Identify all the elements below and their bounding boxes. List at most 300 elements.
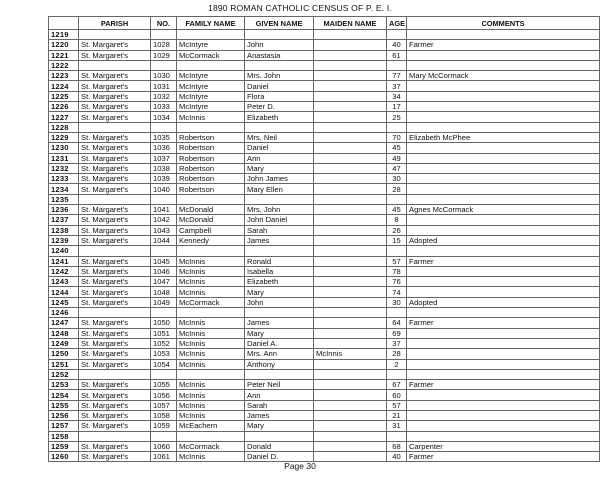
maiden-name-cell [314, 225, 387, 235]
no-cell: 1053 [151, 349, 177, 359]
maiden-name-cell [314, 194, 387, 204]
maiden-name-cell [314, 256, 387, 266]
age-cell: 31 [387, 421, 407, 431]
line-number-cell: 1220 [49, 40, 79, 50]
age-cell: 15 [387, 235, 407, 245]
no-cell: 1038 [151, 163, 177, 173]
family-name-cell: McInnis [177, 287, 245, 297]
parish-cell: St. Margaret's [79, 380, 151, 390]
maiden-name-cell: McInnis [314, 349, 387, 359]
table-row [49, 380, 600, 390]
no-cell [151, 369, 177, 379]
given-name-cell [245, 369, 314, 379]
comments-cell [407, 225, 600, 235]
no-cell: 1058 [151, 410, 177, 420]
age-cell: 69 [387, 328, 407, 338]
table-row [49, 91, 600, 101]
age-cell: 30 [387, 297, 407, 307]
table-row [49, 400, 600, 410]
parish-cell: St. Margaret's [79, 390, 151, 400]
line-number-cell: 1238 [49, 225, 79, 235]
family-name-cell: McInnis [177, 359, 245, 369]
family-name-cell: McInnis [177, 256, 245, 266]
comments-cell [407, 184, 600, 194]
table-row [49, 277, 600, 287]
parish-cell: St. Margaret's [79, 102, 151, 112]
no-cell [151, 122, 177, 132]
maiden-name-cell [314, 235, 387, 245]
table-row [49, 112, 600, 122]
parish-cell: St. Margaret's [79, 40, 151, 50]
no-cell: 1031 [151, 81, 177, 91]
given-name-cell: John [245, 40, 314, 50]
parish-cell [79, 122, 151, 132]
maiden-name-cell [314, 205, 387, 215]
given-name-cell: Anthony [245, 359, 314, 369]
parish-cell [79, 246, 151, 256]
parish-cell: St. Margaret's [79, 441, 151, 451]
no-cell: 1057 [151, 400, 177, 410]
age-cell: 25 [387, 112, 407, 122]
age-cell: 74 [387, 287, 407, 297]
parish-cell: St. Margaret's [79, 132, 151, 142]
family-name-cell [177, 431, 245, 441]
given-name-cell: Mrs. John [245, 205, 314, 215]
given-name-cell: Isabella [245, 266, 314, 276]
no-cell: 1042 [151, 215, 177, 225]
family-name-cell: McInnis [177, 410, 245, 420]
line-number-cell: 1235 [49, 194, 79, 204]
table-row [49, 266, 600, 276]
parish-cell: St. Margaret's [79, 163, 151, 173]
no-cell [151, 431, 177, 441]
family-name-cell: Kennedy [177, 235, 245, 245]
parish-cell [79, 60, 151, 70]
parish-cell: St. Margaret's [79, 287, 151, 297]
table-row [49, 318, 600, 328]
family-name-cell: Robertson [177, 132, 245, 142]
table-row [49, 194, 600, 204]
family-name-cell: McInnis [177, 112, 245, 122]
line-number-cell: 1252 [49, 369, 79, 379]
maiden-name-cell [314, 102, 387, 112]
line-number-cell: 1249 [49, 338, 79, 348]
family-name-cell: Robertson [177, 163, 245, 173]
given-name-cell: Mary [245, 287, 314, 297]
family-name-cell: Robertson [177, 174, 245, 184]
comments-cell [407, 328, 600, 338]
age-cell [387, 246, 407, 256]
given-name-cell: James [245, 318, 314, 328]
parish-cell: St. Margaret's [79, 266, 151, 276]
family-name-cell: McDonald [177, 205, 245, 215]
no-cell [151, 60, 177, 70]
family-name-cell: McDonald [177, 215, 245, 225]
comments-cell [407, 174, 600, 184]
maiden-name-cell [314, 287, 387, 297]
table-row [49, 390, 600, 400]
comments-cell: Carpenter [407, 441, 600, 451]
line-number-cell: 1233 [49, 174, 79, 184]
comments-cell [407, 421, 600, 431]
maiden-name-cell [314, 338, 387, 348]
age-cell [387, 122, 407, 132]
line-number-cell: 1241 [49, 256, 79, 266]
table-row [49, 163, 600, 173]
comments-cell [407, 215, 600, 225]
comments-cell [407, 369, 600, 379]
family-name-cell [177, 60, 245, 70]
line-number-cell: 1219 [49, 30, 79, 40]
table-row [49, 287, 600, 297]
table-row [49, 369, 600, 379]
comments-cell [407, 102, 600, 112]
maiden-name-cell [314, 184, 387, 194]
family-name-cell: Robertson [177, 184, 245, 194]
maiden-name-cell [314, 91, 387, 101]
header-comments: COMMENTS [407, 17, 600, 30]
no-cell: 1033 [151, 102, 177, 112]
age-cell: 76 [387, 277, 407, 287]
comments-cell [407, 308, 600, 318]
family-name-cell [177, 308, 245, 318]
line-number-cell: 1229 [49, 132, 79, 142]
age-cell: 57 [387, 400, 407, 410]
maiden-name-cell [314, 215, 387, 225]
age-cell: 2 [387, 359, 407, 369]
header-line-number [49, 17, 79, 30]
family-name-cell: McEachern [177, 421, 245, 431]
no-cell: 1055 [151, 380, 177, 390]
parish-cell [79, 30, 151, 40]
family-name-cell: McIntyre [177, 71, 245, 81]
given-name-cell [245, 122, 314, 132]
table-row [49, 215, 600, 225]
no-cell: 1047 [151, 277, 177, 287]
given-name-cell [245, 194, 314, 204]
line-number-cell: 1255 [49, 400, 79, 410]
table-row [49, 308, 600, 318]
parish-cell: St. Margaret's [79, 112, 151, 122]
maiden-name-cell [314, 81, 387, 91]
age-cell: 8 [387, 215, 407, 225]
table-row [49, 235, 600, 245]
given-name-cell [245, 60, 314, 70]
parish-cell: St. Margaret's [79, 143, 151, 153]
age-cell [387, 308, 407, 318]
family-name-cell: McInnis [177, 452, 245, 462]
age-cell: 70 [387, 132, 407, 142]
table-row [49, 297, 600, 307]
maiden-name-cell [314, 246, 387, 256]
family-name-cell: McInnis [177, 400, 245, 410]
table-row [49, 246, 600, 256]
comments-cell: Farmer [407, 452, 600, 462]
age-cell: 45 [387, 205, 407, 215]
comments-cell [407, 349, 600, 359]
table-row [49, 338, 600, 348]
family-name-cell: McInnis [177, 390, 245, 400]
given-name-cell: Mary [245, 328, 314, 338]
no-cell: 1052 [151, 338, 177, 348]
no-cell [151, 194, 177, 204]
given-name-cell: Daniel [245, 81, 314, 91]
maiden-name-cell [314, 143, 387, 153]
line-number-cell: 1225 [49, 91, 79, 101]
parish-cell: St. Margaret's [79, 71, 151, 81]
table-row [49, 256, 600, 266]
maiden-name-cell [314, 380, 387, 390]
no-cell: 1034 [151, 112, 177, 122]
maiden-name-cell [314, 40, 387, 50]
comments-cell [407, 163, 600, 173]
age-cell: 28 [387, 349, 407, 359]
table-row [49, 81, 600, 91]
family-name-cell: McIntyre [177, 40, 245, 50]
age-cell [387, 30, 407, 40]
parish-cell: St. Margaret's [79, 277, 151, 287]
comments-cell [407, 91, 600, 101]
given-name-cell [245, 30, 314, 40]
comments-cell [407, 122, 600, 132]
maiden-name-cell [314, 30, 387, 40]
comments-cell [407, 112, 600, 122]
given-name-cell: Daniel [245, 143, 314, 153]
family-name-cell: McIntyre [177, 81, 245, 91]
table-row [49, 184, 600, 194]
age-cell: 30 [387, 174, 407, 184]
parish-cell: St. Margaret's [79, 400, 151, 410]
no-cell: 1037 [151, 153, 177, 163]
comments-cell [407, 153, 600, 163]
no-cell: 1049 [151, 297, 177, 307]
comments-cell [407, 266, 600, 276]
family-name-cell: Robertson [177, 143, 245, 153]
family-name-cell [177, 369, 245, 379]
maiden-name-cell [314, 266, 387, 276]
table-row [49, 102, 600, 112]
parish-cell: St. Margaret's [79, 50, 151, 60]
line-number-cell: 1236 [49, 205, 79, 215]
no-cell [151, 308, 177, 318]
line-number-cell: 1258 [49, 431, 79, 441]
comments-cell: Farmer [407, 256, 600, 266]
table-row [49, 71, 600, 81]
age-cell: 45 [387, 143, 407, 153]
comments-cell: Elizabeth McPhee [407, 132, 600, 142]
given-name-cell [245, 246, 314, 256]
given-name-cell: James [245, 235, 314, 245]
maiden-name-cell [314, 308, 387, 318]
given-name-cell: Elizabeth [245, 277, 314, 287]
family-name-cell: McInnis [177, 277, 245, 287]
parish-cell: St. Margaret's [79, 235, 151, 245]
comments-cell [407, 287, 600, 297]
age-cell: 37 [387, 338, 407, 348]
table-row [49, 431, 600, 441]
table-row [49, 421, 600, 431]
family-name-cell: McIntyre [177, 91, 245, 101]
given-name-cell: Peter D. [245, 102, 314, 112]
age-cell: 28 [387, 184, 407, 194]
maiden-name-cell [314, 174, 387, 184]
page-number: Page 30 [284, 461, 316, 471]
line-number-cell: 1250 [49, 349, 79, 359]
given-name-cell: Mrs. Ann [245, 349, 314, 359]
given-name-cell: Sarah [245, 225, 314, 235]
family-name-cell: Campbell [177, 225, 245, 235]
line-number-cell: 1230 [49, 143, 79, 153]
comments-cell [407, 30, 600, 40]
maiden-name-cell [314, 359, 387, 369]
age-cell: 17 [387, 102, 407, 112]
parish-cell [79, 308, 151, 318]
line-number-cell: 1244 [49, 287, 79, 297]
family-name-cell [177, 122, 245, 132]
comments-cell: Farmer [407, 40, 600, 50]
given-name-cell: John Daniel [245, 215, 314, 225]
parish-cell: St. Margaret's [79, 215, 151, 225]
no-cell: 1043 [151, 225, 177, 235]
comments-cell: Farmer [407, 380, 600, 390]
given-name-cell: Elizabeth [245, 112, 314, 122]
no-cell: 1048 [151, 287, 177, 297]
maiden-name-cell [314, 163, 387, 173]
table-row [49, 153, 600, 163]
given-name-cell: Sarah [245, 400, 314, 410]
parish-cell: St. Margaret's [79, 297, 151, 307]
line-number-cell: 1247 [49, 318, 79, 328]
table-row [49, 132, 600, 142]
given-name-cell: Daniel A. [245, 338, 314, 348]
line-number-cell: 1221 [49, 50, 79, 60]
maiden-name-cell [314, 410, 387, 420]
given-name-cell: Peter Neil [245, 380, 314, 390]
comments-cell [407, 431, 600, 441]
given-name-cell: Ann [245, 390, 314, 400]
comments-cell: Agnes McCormack [407, 205, 600, 215]
age-cell [387, 194, 407, 204]
parish-cell: St. Margaret's [79, 256, 151, 266]
no-cell [151, 246, 177, 256]
family-name-cell [177, 30, 245, 40]
given-name-cell: John James [245, 174, 314, 184]
comments-cell [407, 194, 600, 204]
table-row [49, 122, 600, 132]
family-name-cell: McInnis [177, 338, 245, 348]
no-cell: 1044 [151, 235, 177, 245]
age-cell: 40 [387, 40, 407, 50]
table-row [49, 410, 600, 420]
parish-cell: St. Margaret's [79, 338, 151, 348]
given-name-cell [245, 431, 314, 441]
line-number-cell: 1234 [49, 184, 79, 194]
parish-cell: St. Margaret's [79, 225, 151, 235]
census-body [49, 30, 600, 462]
line-number-cell: 1259 [49, 441, 79, 451]
comments-cell: Mary McCormack [407, 71, 600, 81]
line-number-cell: 1248 [49, 328, 79, 338]
table-row [49, 30, 600, 40]
no-cell: 1041 [151, 205, 177, 215]
header-parish: PARISH [79, 17, 151, 30]
age-cell: 67 [387, 380, 407, 390]
comments-cell [407, 277, 600, 287]
header-given-name: GIVEN NAME [245, 17, 314, 30]
age-cell [387, 369, 407, 379]
comments-cell: Adopted [407, 235, 600, 245]
parish-cell: St. Margaret's [79, 452, 151, 462]
given-name-cell: John [245, 297, 314, 307]
parish-cell: St. Margaret's [79, 81, 151, 91]
line-number-cell: 1254 [49, 390, 79, 400]
no-cell: 1050 [151, 318, 177, 328]
line-number-cell: 1223 [49, 71, 79, 81]
header-no: NO. [151, 17, 177, 30]
maiden-name-cell [314, 71, 387, 81]
parish-cell [79, 194, 151, 204]
comments-cell [407, 246, 600, 256]
maiden-name-cell [314, 132, 387, 142]
family-name-cell [177, 194, 245, 204]
age-cell: 78 [387, 266, 407, 276]
maiden-name-cell [314, 122, 387, 132]
table-row [49, 225, 600, 235]
comments-cell [407, 143, 600, 153]
maiden-name-cell [314, 153, 387, 163]
header-row [49, 17, 600, 30]
line-number-cell: 1246 [49, 308, 79, 318]
table-row [49, 328, 600, 338]
comments-cell [407, 338, 600, 348]
maiden-name-cell [314, 431, 387, 441]
family-name-cell [177, 246, 245, 256]
age-cell: 21 [387, 410, 407, 420]
given-name-cell: Donald [245, 441, 314, 451]
family-name-cell: McInnis [177, 328, 245, 338]
parish-cell: St. Margaret's [79, 421, 151, 431]
maiden-name-cell [314, 421, 387, 431]
no-cell: 1054 [151, 359, 177, 369]
given-name-cell: James [245, 410, 314, 420]
no-cell: 1051 [151, 328, 177, 338]
family-name-cell: Robertson [177, 153, 245, 163]
line-number-cell: 1231 [49, 153, 79, 163]
table-row [49, 50, 600, 60]
line-number-cell: 1224 [49, 81, 79, 91]
maiden-name-cell [314, 297, 387, 307]
maiden-name-cell [314, 318, 387, 328]
table-row [49, 441, 600, 451]
age-cell: 47 [387, 163, 407, 173]
line-number-cell: 1257 [49, 421, 79, 431]
no-cell: 1046 [151, 266, 177, 276]
comments-cell [407, 410, 600, 420]
parish-cell: St. Margaret's [79, 153, 151, 163]
table-row [49, 359, 600, 369]
table-row [49, 60, 600, 70]
header-family-name: FAMILY NAME [177, 17, 245, 30]
line-number-cell: 1227 [49, 112, 79, 122]
comments-cell [407, 359, 600, 369]
line-number-cell: 1232 [49, 163, 79, 173]
line-number-cell: 1256 [49, 410, 79, 420]
no-cell: 1032 [151, 91, 177, 101]
given-name-cell [245, 308, 314, 318]
header-age: AGE [387, 17, 407, 30]
age-cell: 64 [387, 318, 407, 328]
no-cell: 1060 [151, 441, 177, 451]
